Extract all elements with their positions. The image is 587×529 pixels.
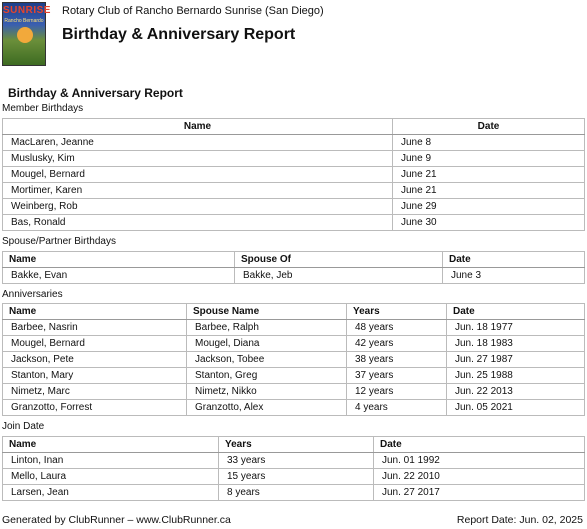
- report-date-footer: Report Date: Jun. 02, 2025: [456, 514, 583, 526]
- table-row: [3, 183, 585, 199]
- table-cell: June 29: [393, 199, 585, 215]
- spouse-birthdays-body: [3, 268, 585, 284]
- table-cell: Jackson, Pete: [3, 352, 187, 368]
- table-cell: Barbee, Ralph: [187, 320, 347, 336]
- table-cell: 37 years: [347, 368, 447, 384]
- column-header-date: Date: [443, 252, 585, 268]
- table-row: [3, 151, 585, 167]
- table-cell: Jackson, Tobee: [187, 352, 347, 368]
- join-date-body: [3, 453, 585, 501]
- table-cell: 15 years: [219, 469, 374, 485]
- table-cell: June 8: [393, 135, 585, 151]
- member-birthdays-label: Member Birthdays: [2, 103, 84, 114]
- table-row: [3, 336, 585, 352]
- table-row: [3, 199, 585, 215]
- table-cell: Granzotto, Forrest: [3, 400, 187, 416]
- table-cell: 42 years: [347, 336, 447, 352]
- table-cell: Weinberg, Rob: [3, 199, 393, 215]
- table-row: [3, 167, 585, 183]
- table-cell: June 9: [393, 151, 585, 167]
- spouse-birthdays-label: Spouse/Partner Birthdays: [2, 236, 116, 247]
- column-header-name: Name: [3, 119, 393, 135]
- table-row: [3, 469, 585, 485]
- column-header-years: Years: [219, 437, 374, 453]
- column-header-spouse-of: Spouse Of: [235, 252, 443, 268]
- anniversaries-body: [3, 320, 585, 416]
- column-header-date: Date: [447, 304, 585, 320]
- generated-by-footer: Generated by ClubRunner – www.ClubRunner.ca: [2, 514, 231, 526]
- table-cell: Granzotto, Alex: [187, 400, 347, 416]
- table-cell: Mello, Laura: [3, 469, 219, 485]
- table-cell: Nimetz, Nikko: [187, 384, 347, 400]
- table-cell: 4 years: [347, 400, 447, 416]
- table-cell: MacLaren, Jeanne: [3, 135, 393, 151]
- logo-subtitle: Rancho Bernardo: [4, 18, 44, 24]
- table-cell: Linton, Inan: [3, 453, 219, 469]
- anniversaries-label: Anniversaries: [2, 289, 63, 300]
- table-cell: Jun. 27 2017: [374, 485, 585, 501]
- table-cell: Jun. 22 2010: [374, 469, 585, 485]
- table-cell: 12 years: [347, 384, 447, 400]
- member-birthdays-table: [2, 118, 585, 231]
- table-row: [3, 400, 585, 416]
- table-row: [3, 485, 585, 501]
- join-date-label: Join Date: [2, 421, 45, 432]
- column-header-date: Date: [374, 437, 585, 453]
- table-cell: Jun. 18 1977: [447, 320, 585, 336]
- table-cell: June 30: [393, 215, 585, 231]
- table-row: [3, 453, 585, 469]
- table-row: [3, 268, 585, 284]
- table-cell: 48 years: [347, 320, 447, 336]
- spouse-birthdays-table: [2, 251, 585, 284]
- table-cell: Jun. 22 2013: [447, 384, 585, 400]
- column-header-date: Date: [393, 119, 585, 135]
- join-date-table: [2, 436, 585, 501]
- club-name: Rotary Club of Rancho Bernardo Sunrise (San Diego): [62, 5, 324, 17]
- table-row: [3, 320, 585, 336]
- table-header-row: [3, 252, 585, 268]
- table-cell: Jun. 27 1987: [447, 352, 585, 368]
- report-title: Birthday & Anniversary Report: [62, 26, 296, 43]
- table-header-row: [3, 119, 585, 135]
- report-header: [0, 0, 587, 70]
- table-cell: Bakke, Evan: [3, 268, 235, 284]
- table-row: [3, 384, 585, 400]
- table-header-row: [3, 304, 585, 320]
- table-cell: Stanton, Mary: [3, 368, 187, 384]
- table-cell: Bakke, Jeb: [235, 268, 443, 284]
- column-header-name: Name: [3, 304, 187, 320]
- table-cell: Jun. 01 1992: [374, 453, 585, 469]
- table-cell: Jun. 18 1983: [447, 336, 585, 352]
- table-cell: 8 years: [219, 485, 374, 501]
- table-cell: Mortimer, Karen: [3, 183, 393, 199]
- report-heading: Birthday & Anniversary Report: [8, 86, 183, 100]
- table-cell: Nimetz, Marc: [3, 384, 187, 400]
- table-header-row: [3, 437, 585, 453]
- logo-word: SUNRISE: [3, 5, 51, 16]
- table-cell: Mougel, Bernard: [3, 336, 187, 352]
- column-header-name: Name: [3, 437, 219, 453]
- table-cell: 33 years: [219, 453, 374, 469]
- table-row: [3, 352, 585, 368]
- column-header-name: Name: [3, 252, 235, 268]
- table-cell: Barbee, Nasrin: [3, 320, 187, 336]
- table-cell: 38 years: [347, 352, 447, 368]
- table-cell: Larsen, Jean: [3, 485, 219, 501]
- table-cell: June 21: [393, 167, 585, 183]
- column-header-years: Years: [347, 304, 447, 320]
- table-row: [3, 215, 585, 231]
- table-cell: June 3: [443, 268, 585, 284]
- table-cell: Mougel, Bernard: [3, 167, 393, 183]
- table-cell: Mougel, Diana: [187, 336, 347, 352]
- table-cell: Bas, Ronald: [3, 215, 393, 231]
- table-cell: Jun. 05 2021: [447, 400, 585, 416]
- club-logo: [2, 2, 51, 66]
- table-row: [3, 135, 585, 151]
- table-cell: Muslusky, Kim: [3, 151, 393, 167]
- sun-icon: [17, 27, 33, 43]
- anniversaries-table: [2, 303, 585, 416]
- column-header-spouse-name: Spouse Name: [187, 304, 347, 320]
- table-row: [3, 368, 585, 384]
- member-birthdays-body: [3, 135, 585, 231]
- table-cell: Stanton, Greg: [187, 368, 347, 384]
- table-cell: June 21: [393, 183, 585, 199]
- table-cell: Jun. 25 1988: [447, 368, 585, 384]
